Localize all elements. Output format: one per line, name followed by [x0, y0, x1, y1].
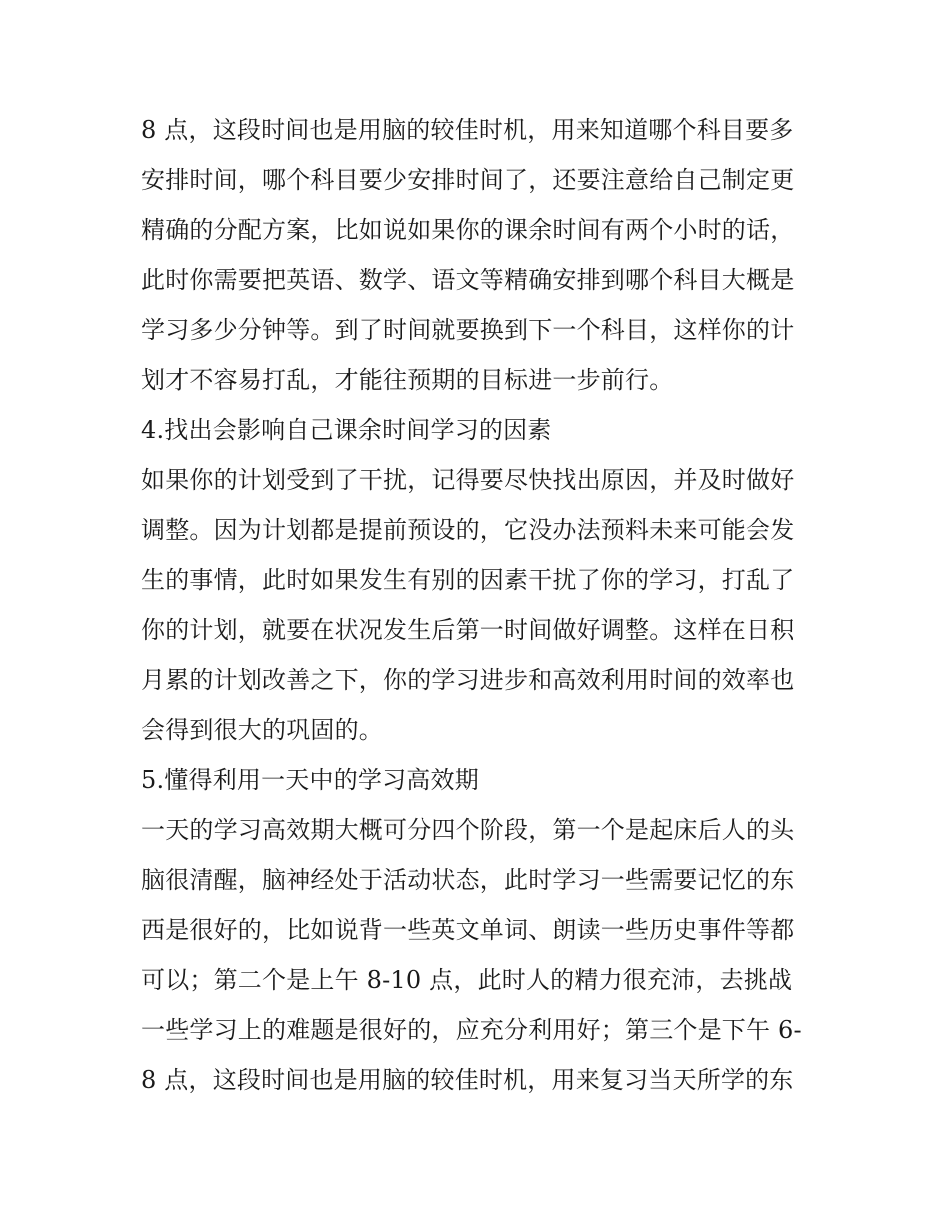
text-line: 会得到很大的巩固的。	[141, 716, 383, 744]
section-heading: 5.懂得利用一天中的学习高效期	[141, 766, 479, 794]
text-line: 生的事情，此时如果发生有别的因素干扰了你的学习，打乱了	[141, 566, 795, 594]
section-heading: 4.找出会影响自己课余时间学习的因素	[141, 416, 552, 444]
text-line: 一天的学习高效期大概可分四个阶段，第一个是起床后人的头	[141, 816, 795, 844]
text-line: 8 点，这段时间也是用脑的较佳时机，用来知道哪个科目要多	[141, 116, 794, 144]
text-line: 你的计划，就要在状况发生后第一时间做好调整。这样在日积	[141, 616, 795, 644]
text-line: 可以；第二个是上午 8-10 点，此时人的精力很充沛，去挑战	[141, 966, 793, 994]
text-line: 月累的计划改善之下，你的学习进步和高效利用时间的效率也	[141, 666, 795, 694]
text-line: 西是很好的，比如说背一些英文单词、朗读一些历史事件等都	[141, 916, 795, 944]
text-line: 学习多少分钟等。到了时间就要换到下一个科目，这样你的计	[141, 316, 795, 344]
text-line: 划才不容易打乱，才能往预期的目标进一步前行。	[141, 366, 674, 394]
text-line: 如果你的计划受到了干扰，记得要尽快找出原因，并及时做好	[141, 466, 795, 494]
text-line: 一些学习上的难题是很好的，应充分利用好；第三个是下午 6-	[141, 1016, 802, 1044]
text-line: 精确的分配方案，比如说如果你的课余时间有两个小时的话，	[141, 216, 795, 244]
text-line: 调整。因为计划都是提前预设的，它没办法预料未来可能会发	[141, 516, 795, 544]
text-line: 安排时间，哪个科目要少安排时间了，还要注意给自己制定更	[141, 166, 795, 194]
text-line: 8 点，这段时间也是用脑的较佳时机，用来复习当天所学的东	[141, 1066, 794, 1094]
text-line: 脑很清醒，脑神经处于活动状态，此时学习一些需要记忆的东	[141, 866, 795, 894]
text-line: 此时你需要把英语、数学、语文等精确安排到哪个科目大概是	[141, 266, 795, 294]
